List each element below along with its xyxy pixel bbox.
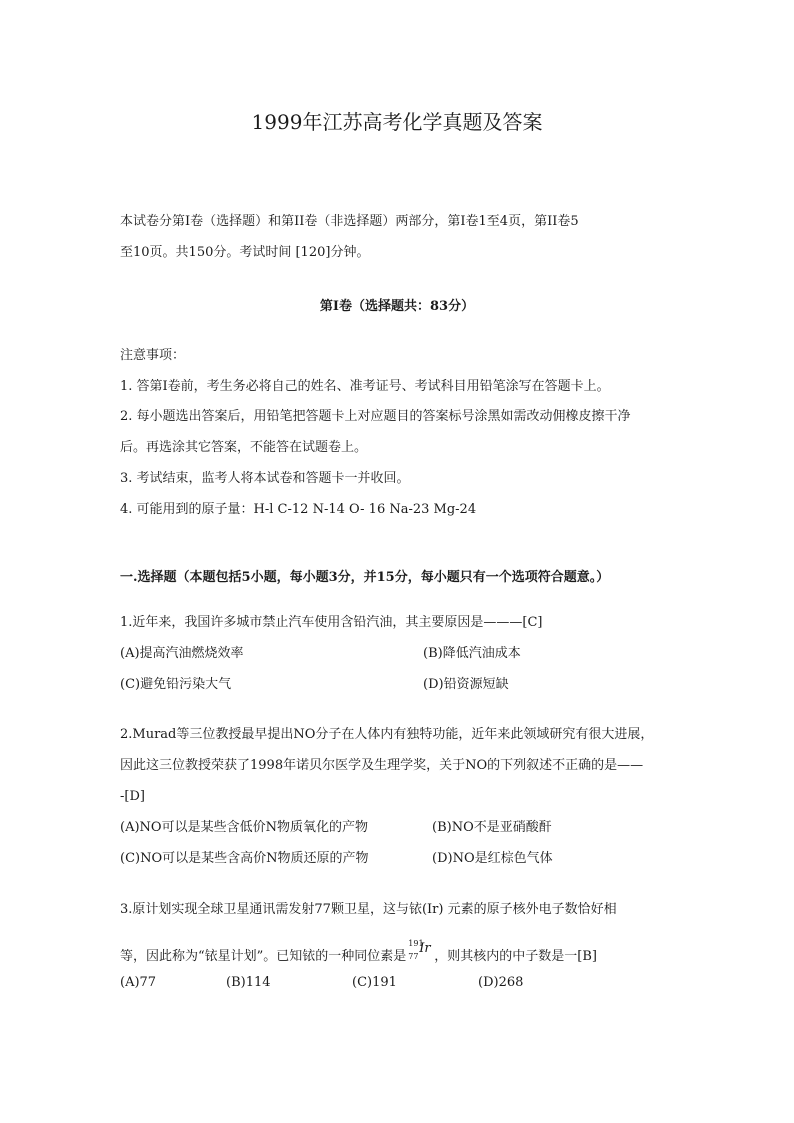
- q3-stem-1: 3.原计划实现全球卫星通讯需发射77颗卫星，这与铱(Ir) 元素的原子核外电子数恰好相: [120, 902, 617, 917]
- q1-option-a: (A)提高汽油燃烧效率: [120, 646, 244, 661]
- q1-option-c: (C)避免铅污染大气: [120, 677, 232, 692]
- q3-stem-2b: ，则其核内的中子数是一[B]: [434, 949, 597, 964]
- q3-option-d: (D)268: [478, 975, 524, 990]
- q3-stem-2: [120, 939, 597, 965]
- q2-option-a: (A)NO可以是某些含低价N物质氧化的产物: [120, 820, 368, 835]
- q2-option-b: (B)NO不是亚硝酸酐: [432, 820, 552, 835]
- isotope-notation: [406, 939, 434, 962]
- q2-option-c: (C)NO可以是某些含高价N物质还原的产物: [120, 851, 369, 866]
- q3-option-c: (C)191: [352, 975, 397, 990]
- q1-option-b: (B)降低汽油成本: [423, 646, 521, 661]
- q2-stem-3: -[D]: [120, 789, 145, 804]
- note-2b: 后。再选涂其它答案，不能答在试题卷上。: [120, 440, 368, 455]
- q3-option-a: (A)77: [120, 975, 157, 990]
- isotope-atomic-number: 77: [408, 952, 419, 961]
- intro-line-1: 本试卷分第I卷（选择题）和第II卷（非选择题）两部分，第I卷1至4页，第II卷5: [120, 214, 579, 229]
- q1-stem: 1.近年来，我国许多城市禁止汽车使用含铅汽油，其主要原因是———[C]: [120, 615, 543, 630]
- note-1: 1. 答第I卷前，考生务必将自己的姓名、准考证号、考试科目用铅笔涂写在答题卡上。: [120, 379, 610, 394]
- page-title: 1999年江苏高考化学真题及答案: [251, 110, 543, 134]
- q3-stem-2a: 等，因此称为“铱星计划”。已知铱的一种同位素是: [120, 949, 407, 964]
- q2-stem-2: 因此这三位教授荣获了1998年诺贝尔医学及生理学奖，关于NO的下列叙述不正确的是——: [120, 758, 644, 773]
- note-4: 4. 可能用到的原子量：H-l C-12 N-14 O- 16 Na-23 Mg-24: [120, 502, 477, 517]
- q2-stem-1: 2.Murad等三位教授最早提出NO分子在人体内有独特功能，近年来此领域研究有很大进展，: [120, 727, 654, 742]
- notes-heading: 注意事项：: [120, 348, 186, 363]
- q3-option-b: (B)114: [226, 975, 271, 990]
- section-one-heading: 一.选择题（本题包括5小题，每小题3分，并15分，每小题只有一个选项符合题意。）: [120, 570, 610, 585]
- isotope-mass-number: 191: [408, 939, 424, 948]
- q2-option-d: (D)NO是红棕色气体: [432, 851, 553, 866]
- intro-line-2: 至10页。共150分。考试时间 [120]分钟。: [120, 245, 370, 260]
- note-2a: 2. 每小题选出答案后，用铅笔把答题卡上对应题目的答案标号涂黑如需改动佣橡皮擦干净: [120, 409, 631, 424]
- q1-option-d: (D)铅资源短缺: [423, 677, 509, 692]
- note-3: 3. 考试结束，监考人将本试卷和答题卡一并收回。: [120, 471, 410, 486]
- part-one-title: 第I卷（选择题共：83分）: [319, 299, 475, 314]
- isotope-symbol: Ir: [419, 941, 431, 956]
